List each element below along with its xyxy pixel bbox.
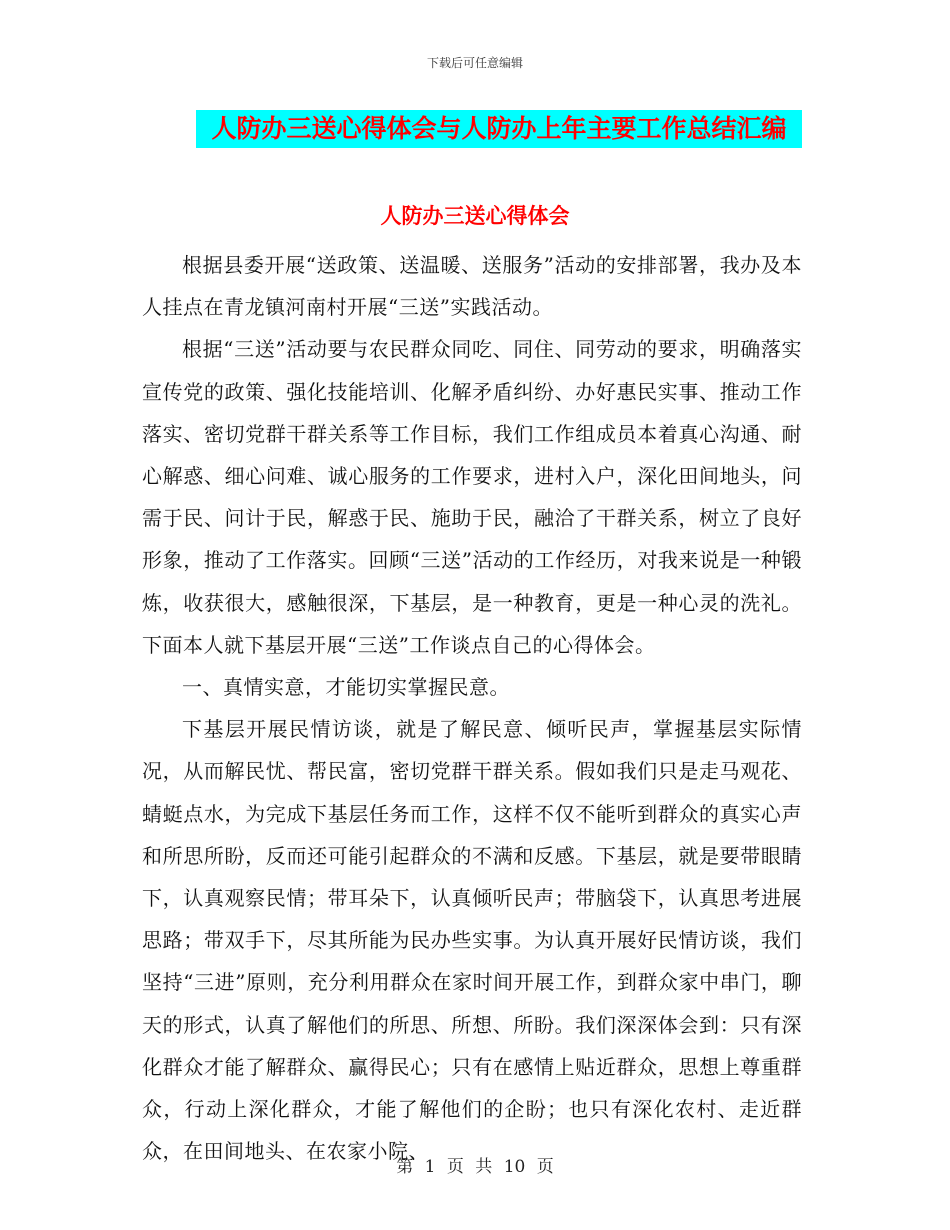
paragraph: 一、真情实意，才能切实掌握民意。 bbox=[182, 675, 510, 700]
header-note: 下载后可任意编辑 bbox=[426, 56, 523, 70]
page-footer: 第 1 页 共 10 页 bbox=[396, 1157, 554, 1177]
section-title: 人防办三送心得体会 bbox=[380, 204, 570, 228]
paragraph: 根据县委开展“送政策、送温暖、送服务”活动的安排部署，我办及本人挂点在青龙镇河南村开展“三送”实践活动。 bbox=[142, 253, 802, 320]
paragraph: 下基层开展民情访谈，就是了解民意、倾听民声，掌握基层实际情况，从而解民忧、帮民富，密切党群干群关系。假如我们只是走马观花、蜻蜓点水，为完成下基层任务而工作，这样不仅不能听到群众的真实心声和所思所盼，反而还可能引起群众的不满和反感。下基层，就是要带眼睛下，认真观察民情；带耳朵下，认真倾听民声；带脑袋下，认真思考进展思路；带双手下，尽其所能为民办些实事。为认真开展好民情访谈，我们坚持“三进”原则，充分利用群众在家时间开展工作，到群众家中串门，聊天的形式，认真了解他们的所思、所想、所盼。我们深深体会到：只有深化群众才能了解群众、赢得民心；只有在感情上贴近群众，思想上尊重群众，行动上深化群众，才能了解他们的企盼；也只有深化农村、走近群众，在田间地头、在农家小院、 bbox=[142, 717, 802, 1164]
body-text bbox=[142, 244, 802, 1172]
document-title: 人防办三送心得体会与人防办上年主要工作总结汇编 bbox=[211, 114, 787, 143]
paragraph: 根据“三送”活动要与农民群众同吃、同住、同劳动的要求，明确落实宣传党的政策、强化技能培训、化解矛盾纠纷、办好惠民实事、推动工作落实、密切党群干群关系等工作目标，我们工作组成员本着真心沟通、耐心解惑、细心问难、诚心服务的工作要求，进村入户，深化田间地头，问需于民、问计于民，解惑于民、施助于民，融洽了干群关系，树立了良好形象，推动了工作落实。回顾“三送”活动的工作经历，对我来说是一种锻炼，收获很大，感触很深，下基层，是一种教育，更是一种心灵的洗礼。下面本人就下基层开展“三送”工作谈点自己的心得体会。 bbox=[142, 337, 802, 657]
